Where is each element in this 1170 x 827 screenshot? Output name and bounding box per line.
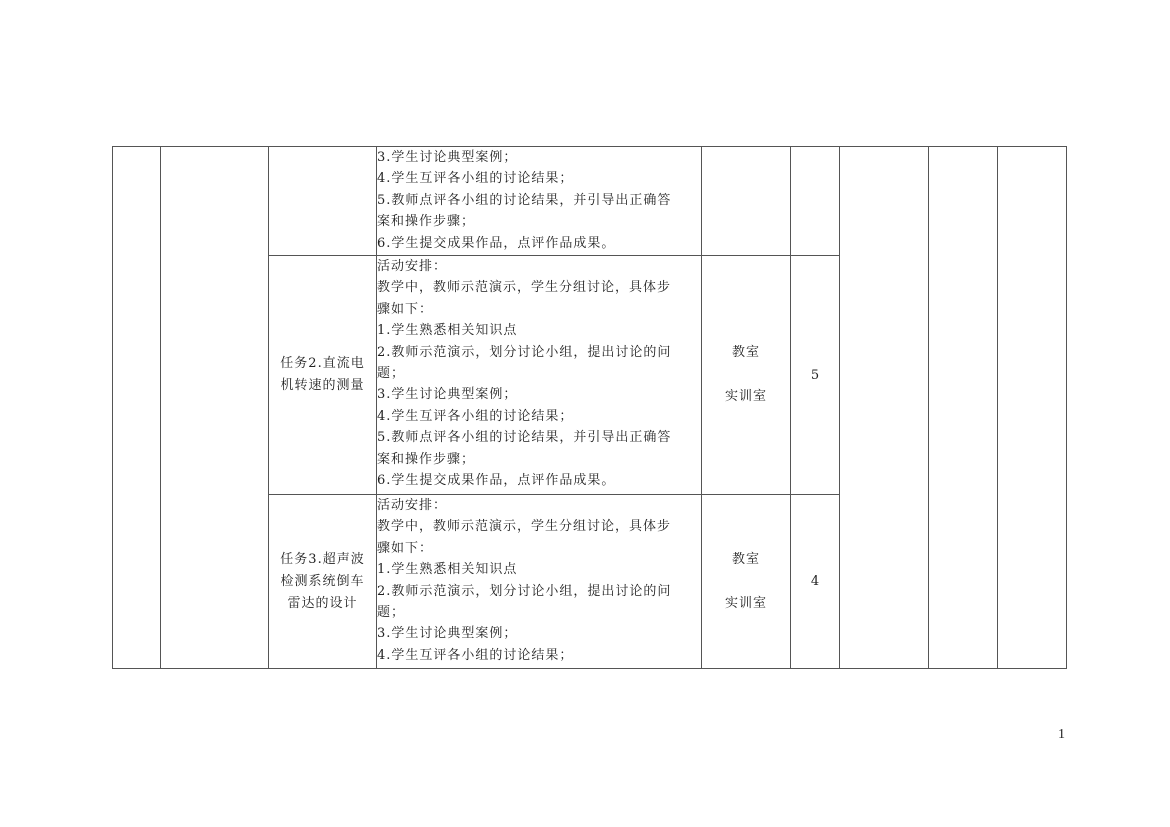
activity-line: 案和操作步骤； [377, 214, 476, 230]
table-row [113, 147, 1067, 256]
place-cell [702, 256, 791, 495]
activity-line: 骤如下： [377, 301, 434, 317]
activity-line: 6.学生提交成果作品，点评作品成果。 [377, 235, 616, 251]
activity-cell [377, 256, 702, 495]
activity-line: 题； [377, 366, 406, 382]
page-number: 1 [1058, 727, 1065, 742]
activity-line: 1.学生熟悉相关知识点 [377, 323, 518, 339]
place-cell [702, 495, 791, 669]
empty-cell [113, 147, 161, 669]
activity-line: 6.学生提交成果作品，点评作品成果。 [377, 473, 616, 489]
empty-cell [840, 147, 929, 669]
place-training-room: 实训室 [724, 389, 767, 404]
place-classroom: 教室 [731, 345, 760, 360]
activity-line: 3.学生讨论典型案例； [377, 387, 518, 403]
hours-cell: 4 [791, 495, 840, 669]
activity-line: 骤如下： [377, 540, 434, 556]
activity-line: 4.学生互评各小组的讨论结果； [377, 647, 574, 663]
empty-cell [929, 147, 998, 669]
activity-line: 1.学生熟悉相关知识点 [377, 562, 518, 578]
course-plan-table [112, 146, 1067, 669]
activity-line: 4.学生互评各小组的讨论结果； [377, 408, 574, 424]
activity-line: 4.学生互评各小组的讨论结果； [377, 171, 574, 187]
task-cell [269, 147, 377, 256]
empty-cell [998, 147, 1067, 669]
activity-line: 3.学生讨论典型案例； [377, 150, 518, 165]
task-cell [269, 256, 377, 495]
task-name-line: 机转速的测量 [280, 378, 365, 393]
activity-cell [377, 495, 702, 669]
activity-line: 题； [377, 605, 406, 621]
activity-line: 5.教师点评各小组的讨论结果，并引导出正确答 [377, 192, 672, 208]
empty-cell [161, 147, 269, 669]
task-name-line: 任务2.直流电 [280, 356, 365, 371]
activity-line: 2.教师示范演示，划分讨论小组，提出讨论的问 [377, 583, 672, 599]
activity-line: 活动安排： [377, 498, 448, 513]
activity-line: 案和操作步骤； [377, 451, 476, 467]
place-cell [702, 147, 791, 256]
hours-cell [791, 147, 840, 256]
task-name-line: 检测系统倒车 [280, 573, 365, 589]
activity-line: 活动安排： [377, 259, 448, 274]
task-name-line: 任务3.超声波 [280, 551, 365, 567]
place-classroom: 教室 [731, 551, 760, 567]
activity-line: 教学中，教师示范演示，学生分组讨论，具体步 [377, 519, 672, 535]
place-training-room: 实训室 [724, 595, 767, 611]
activity-line: 3.学生讨论典型案例； [377, 626, 518, 642]
task-cell [269, 495, 377, 669]
activity-line: 教学中，教师示范演示，学生分组讨论，具体步 [377, 280, 672, 296]
activity-cell [377, 147, 702, 256]
activity-line: 2.教师示范演示，划分讨论小组，提出讨论的问 [377, 344, 672, 360]
task-name-line: 雷达的设计 [287, 595, 358, 611]
activity-line: 5.教师点评各小组的讨论结果，并引导出正确答 [377, 430, 672, 446]
hours-cell: 5 [791, 256, 840, 495]
